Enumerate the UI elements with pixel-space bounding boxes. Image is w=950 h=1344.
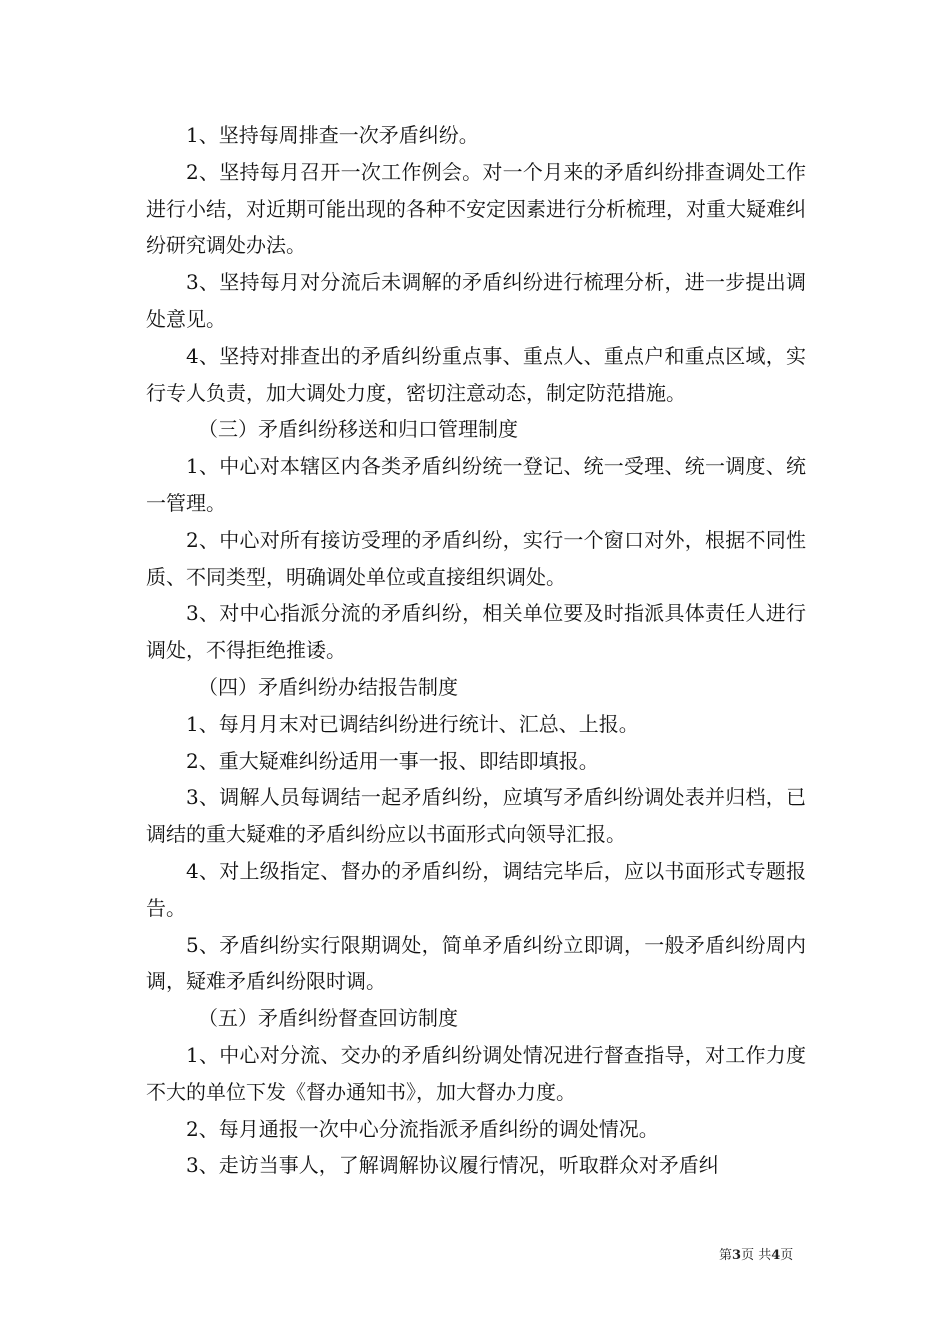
total-pages-number: 4: [771, 1248, 781, 1263]
paragraph: 2、坚持每月召开一次工作例会。对一个月来的矛盾纠纷排查调处工作进行小结，对近期可能出现的各种不安定因素进行分析梳理，对重大疑难纠纷研究调处办法。: [146, 159, 806, 258]
current-page-number: 3: [732, 1248, 742, 1263]
section-heading: （三）矛盾纠纷移送和归口管理制度: [198, 417, 518, 442]
paragraph: 5、矛盾纠纷实行限期调处，简单矛盾纠纷立即调，一般矛盾纠纷周内调，疑难矛盾纠纷限时调。: [146, 932, 806, 994]
paragraph: 3、调解人员每调结一起矛盾纠纷，应填写矛盾纠纷调处表并归档，已调结的重大疑难的矛盾纠纷应以书面形式向领导汇报。: [146, 785, 806, 847]
paragraph: 1、坚持每周排查一次矛盾纠纷。: [186, 123, 479, 147]
paragraph: 1、中心对本辖区内各类矛盾纠纷统一登记、统一受理、统一调度、统一管理。: [146, 454, 806, 515]
paragraph: 1、每月月末对已调结纠纷进行统计、汇总、上报。: [186, 711, 639, 736]
page-footer: [719, 1248, 793, 1264]
paragraph: 4、对上级指定、督办的矛盾纠纷，调结完毕后，应以书面形式专题报告。: [146, 858, 806, 920]
paragraph: 2、重大疑难纠纷适用一事一报、即结即填报。: [186, 748, 599, 773]
paragraph: 2、每月通报一次中心分流指派矛盾纠纷的调处情况。: [186, 1116, 659, 1141]
paragraph: 3、对中心指派分流的矛盾纠纷，相关单位要及时指派具体责任人进行调处，不得拒绝推诿。: [146, 601, 806, 663]
footer-suffix: 页: [780, 1248, 794, 1263]
paragraph: 2、中心对所有接访受理的矛盾纠纷，实行一个窗口对外，根据不同性质、不同类型，明确调处单位或直接组织调处。: [146, 527, 806, 589]
footer-middle: 页 共: [741, 1248, 772, 1263]
paragraph: 3、走访当事人，了解调解协议履行情况，听取群众对矛盾纠: [186, 1153, 719, 1178]
document-body: [146, 117, 806, 1184]
section-heading: （五）矛盾纠纷督查回访制度: [198, 1006, 458, 1031]
paragraph: 1、中心对分流、交办的矛盾纠纷调处情况进行督查指导，对工作力度不大的单位下发《督办通知书》，加大督办力度。: [146, 1042, 806, 1104]
section-heading: （四）矛盾纠纷办结报告制度: [198, 674, 458, 699]
footer-prefix: 第: [719, 1248, 733, 1263]
paragraph: 4、坚持对排查出的矛盾纠纷重点事、重点人、重点户和重点区域，实行专人负责，加大调处力度，密切注意动态，制定防范措施。: [146, 343, 806, 405]
paragraph: 3、坚持每月对分流后未调解的矛盾纠纷进行梳理分析，进一步提出调处意见。: [146, 270, 806, 331]
